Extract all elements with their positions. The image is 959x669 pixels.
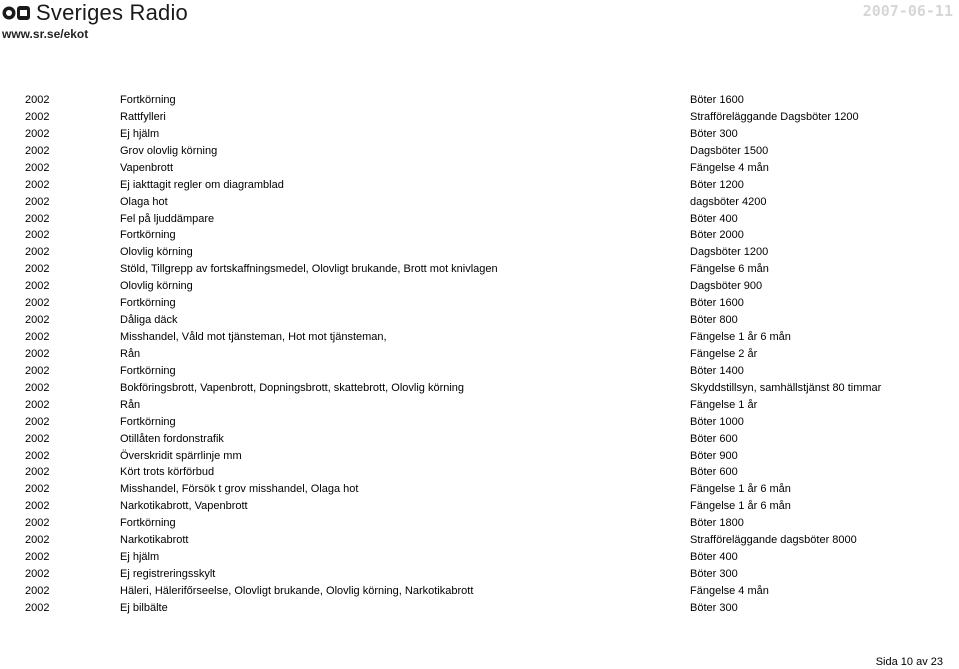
offense-cell: Ej iakttagit regler om diagramblad <box>120 178 284 191</box>
offense-cell: Ej hjälm <box>120 551 160 564</box>
penalty-cell: Böter 2000 <box>690 229 744 242</box>
penalty-cell: Böter 600 <box>690 466 738 479</box>
year-cell: 2002 <box>25 415 50 428</box>
table-row <box>0 126 959 143</box>
year-cell: 2002 <box>25 449 50 462</box>
offense-cell: Fortkörning <box>120 297 176 310</box>
year-cell: 2002 <box>25 110 50 123</box>
offense-cell: Dåliga däck <box>120 314 178 327</box>
year-cell: 2002 <box>25 229 50 242</box>
offense-cell: Fortkörning <box>120 364 176 377</box>
year-cell: 2002 <box>25 568 50 581</box>
year-cell: 2002 <box>25 551 50 564</box>
offense-cell: Misshandel, Försök t grov misshandel, Olaga hot <box>120 483 359 496</box>
table-row <box>0 549 959 566</box>
year-cell: 2002 <box>25 601 50 614</box>
offense-cell: Ej registreringsskylt <box>120 568 216 581</box>
offense-cell: Överskridit spärrlinje mm <box>120 449 242 462</box>
table-row <box>0 363 959 380</box>
year-cell: 2002 <box>25 280 50 293</box>
penalty-cell: Dagsböter 1200 <box>690 246 769 259</box>
offense-cell: Stöld, Tillgrepp av fortskaffningsmedel, Olovligt brukande, Brott mot knivlagen <box>120 263 498 276</box>
table-row <box>0 295 959 312</box>
year-cell: 2002 <box>25 94 50 106</box>
offense-cell: Olaga hot <box>120 195 168 208</box>
offense-cell: Olovlig körning <box>120 280 193 293</box>
penalty-cell: Fängelse 2 år <box>690 347 758 360</box>
year-cell: 2002 <box>25 483 50 496</box>
penalty-cell: Böter 300 <box>690 601 738 614</box>
table-row <box>0 160 959 177</box>
table-row <box>0 194 959 211</box>
offense-cell: Ej hjälm <box>120 127 160 140</box>
year-cell: 2002 <box>25 161 50 174</box>
table-row <box>0 583 959 600</box>
table-row <box>0 515 959 532</box>
table-row <box>0 92 959 109</box>
penalty-cell: Strafföreläggande dagsböter 8000 <box>690 534 857 547</box>
table-row <box>0 346 959 363</box>
year-cell: 2002 <box>25 314 50 327</box>
year-cell: 2002 <box>25 466 50 479</box>
page-header <box>0 0 959 46</box>
year-cell: 2002 <box>25 517 50 530</box>
offense-cell: Fortkörning <box>120 94 176 106</box>
penalty-cell: Böter 1200 <box>690 178 744 191</box>
site-url: www.sr.se/ekot <box>2 27 89 41</box>
year-cell: 2002 <box>25 500 50 513</box>
offense-cell: Narkotikabrott <box>120 534 189 547</box>
penalty-cell: Fängelse 4 mån <box>690 161 769 174</box>
year-cell: 2002 <box>25 212 50 225</box>
offense-cell: Fortkörning <box>120 517 176 530</box>
year-cell: 2002 <box>25 127 50 140</box>
table-row <box>0 143 959 160</box>
year-cell: 2002 <box>25 195 50 208</box>
penalty-cell: Böter 900 <box>690 449 738 462</box>
sveriges-radio-logo <box>2 1 188 25</box>
document-date: 2007-06-11 <box>862 2 953 20</box>
table-row <box>0 244 959 261</box>
brand-name: Sveriges Radio <box>36 0 188 25</box>
penalty-cell: Böter 300 <box>690 127 738 140</box>
penalty-cell: dagsböter 4200 <box>690 195 767 208</box>
year-cell: 2002 <box>25 534 50 547</box>
table-row <box>0 278 959 295</box>
year-cell: 2002 <box>25 144 50 157</box>
offense-cell: Kört trots körförbud <box>120 466 215 479</box>
offense-cell: Vapenbrott <box>120 161 174 174</box>
offense-cell: Fel på ljuddämpare <box>120 212 215 225</box>
year-cell: 2002 <box>25 398 50 411</box>
penalty-cell: Fängelse 1 år 6 mån <box>690 331 791 344</box>
table-row <box>0 312 959 329</box>
year-cell: 2002 <box>25 263 50 276</box>
offense-cell: Rån <box>120 398 141 411</box>
table-row <box>0 227 959 244</box>
penalty-cell: Dagsböter 900 <box>690 280 763 293</box>
table-row <box>0 211 959 228</box>
table-row <box>0 431 959 448</box>
table-row <box>0 481 959 498</box>
offense-cell: Grov olovlig körning <box>120 144 218 157</box>
offense-cell: Rån <box>120 347 141 360</box>
table-row <box>0 109 959 126</box>
offense-cell: Narkotikabrott, Vapenbrott <box>120 500 248 513</box>
penalty-cell: Böter 1400 <box>690 364 744 377</box>
penalty-cell: Fängelse 6 mån <box>690 263 769 276</box>
penalty-cell: Fängelse 1 år <box>690 398 758 411</box>
page-number: Sida 10 av 23 <box>875 656 943 668</box>
table-row <box>0 414 959 431</box>
table-row <box>0 600 959 617</box>
penalty-cell: Böter 400 <box>690 212 738 225</box>
year-cell: 2002 <box>25 246 50 259</box>
year-cell: 2002 <box>25 347 50 360</box>
table-row <box>0 380 959 397</box>
table-row <box>0 329 959 346</box>
sr-logo-icon <box>2 2 32 24</box>
offense-cell: Fortkörning <box>120 415 176 428</box>
penalty-cell: Dagsböter 1500 <box>690 144 769 157</box>
offense-cell: Fortkörning <box>120 229 176 242</box>
penalty-cell: Fängelse 1 år 6 mån <box>690 483 791 496</box>
penalty-cell: Böter 300 <box>690 568 738 581</box>
offense-cell: Ej bilbälte <box>120 601 168 614</box>
year-cell: 2002 <box>25 364 50 377</box>
penalty-cell: Böter 600 <box>690 432 738 445</box>
offense-cell: Misshandel, Våld mot tjänsteman, Hot mot tjänsteman, <box>120 331 387 344</box>
table-row <box>0 464 959 481</box>
table-row <box>0 397 959 414</box>
penalty-cell: Böter 1800 <box>690 517 744 530</box>
year-cell: 2002 <box>25 584 50 597</box>
offense-cell: Bokföringsbrott, Vapenbrott, Dopningsbrott, skattebrott, Olovlig körning <box>120 381 465 394</box>
year-cell: 2002 <box>25 432 50 445</box>
penalty-cell: Skyddstillsyn, samhällstjänst 80 timmar <box>690 381 882 394</box>
table-row <box>0 532 959 549</box>
table-row <box>0 261 959 278</box>
table-row <box>0 177 959 194</box>
table-row <box>0 498 959 515</box>
penalty-cell: Fängelse 1 år 6 mån <box>690 500 791 513</box>
offense-cell: Olovlig körning <box>120 246 193 259</box>
penalty-cell: Böter 1000 <box>690 415 744 428</box>
offense-cell: Rattfylleri <box>120 110 166 123</box>
penalty-cell: Böter 1600 <box>690 297 744 310</box>
penalty-cell: Strafföreläggande Dagsböter 1200 <box>690 110 859 123</box>
penalty-cell: Böter 400 <box>690 551 738 564</box>
year-cell: 2002 <box>25 331 50 344</box>
year-cell: 2002 <box>25 381 50 394</box>
offense-cell: Otillåten fordonstrafik <box>120 432 224 445</box>
year-cell: 2002 <box>25 297 50 310</box>
penalty-cell: Böter 800 <box>690 314 738 327</box>
year-cell: 2002 <box>25 178 50 191</box>
table-row <box>0 448 959 465</box>
table-row <box>0 566 959 583</box>
offense-cell: Häleri, Hälerifőrseelse, Olovligt brukande, Olovlig körning, Narkotikabrott <box>120 584 474 597</box>
penalty-cell: Böter 1600 <box>690 94 744 106</box>
penalty-cell: Fängelse 4 mån <box>690 584 769 597</box>
